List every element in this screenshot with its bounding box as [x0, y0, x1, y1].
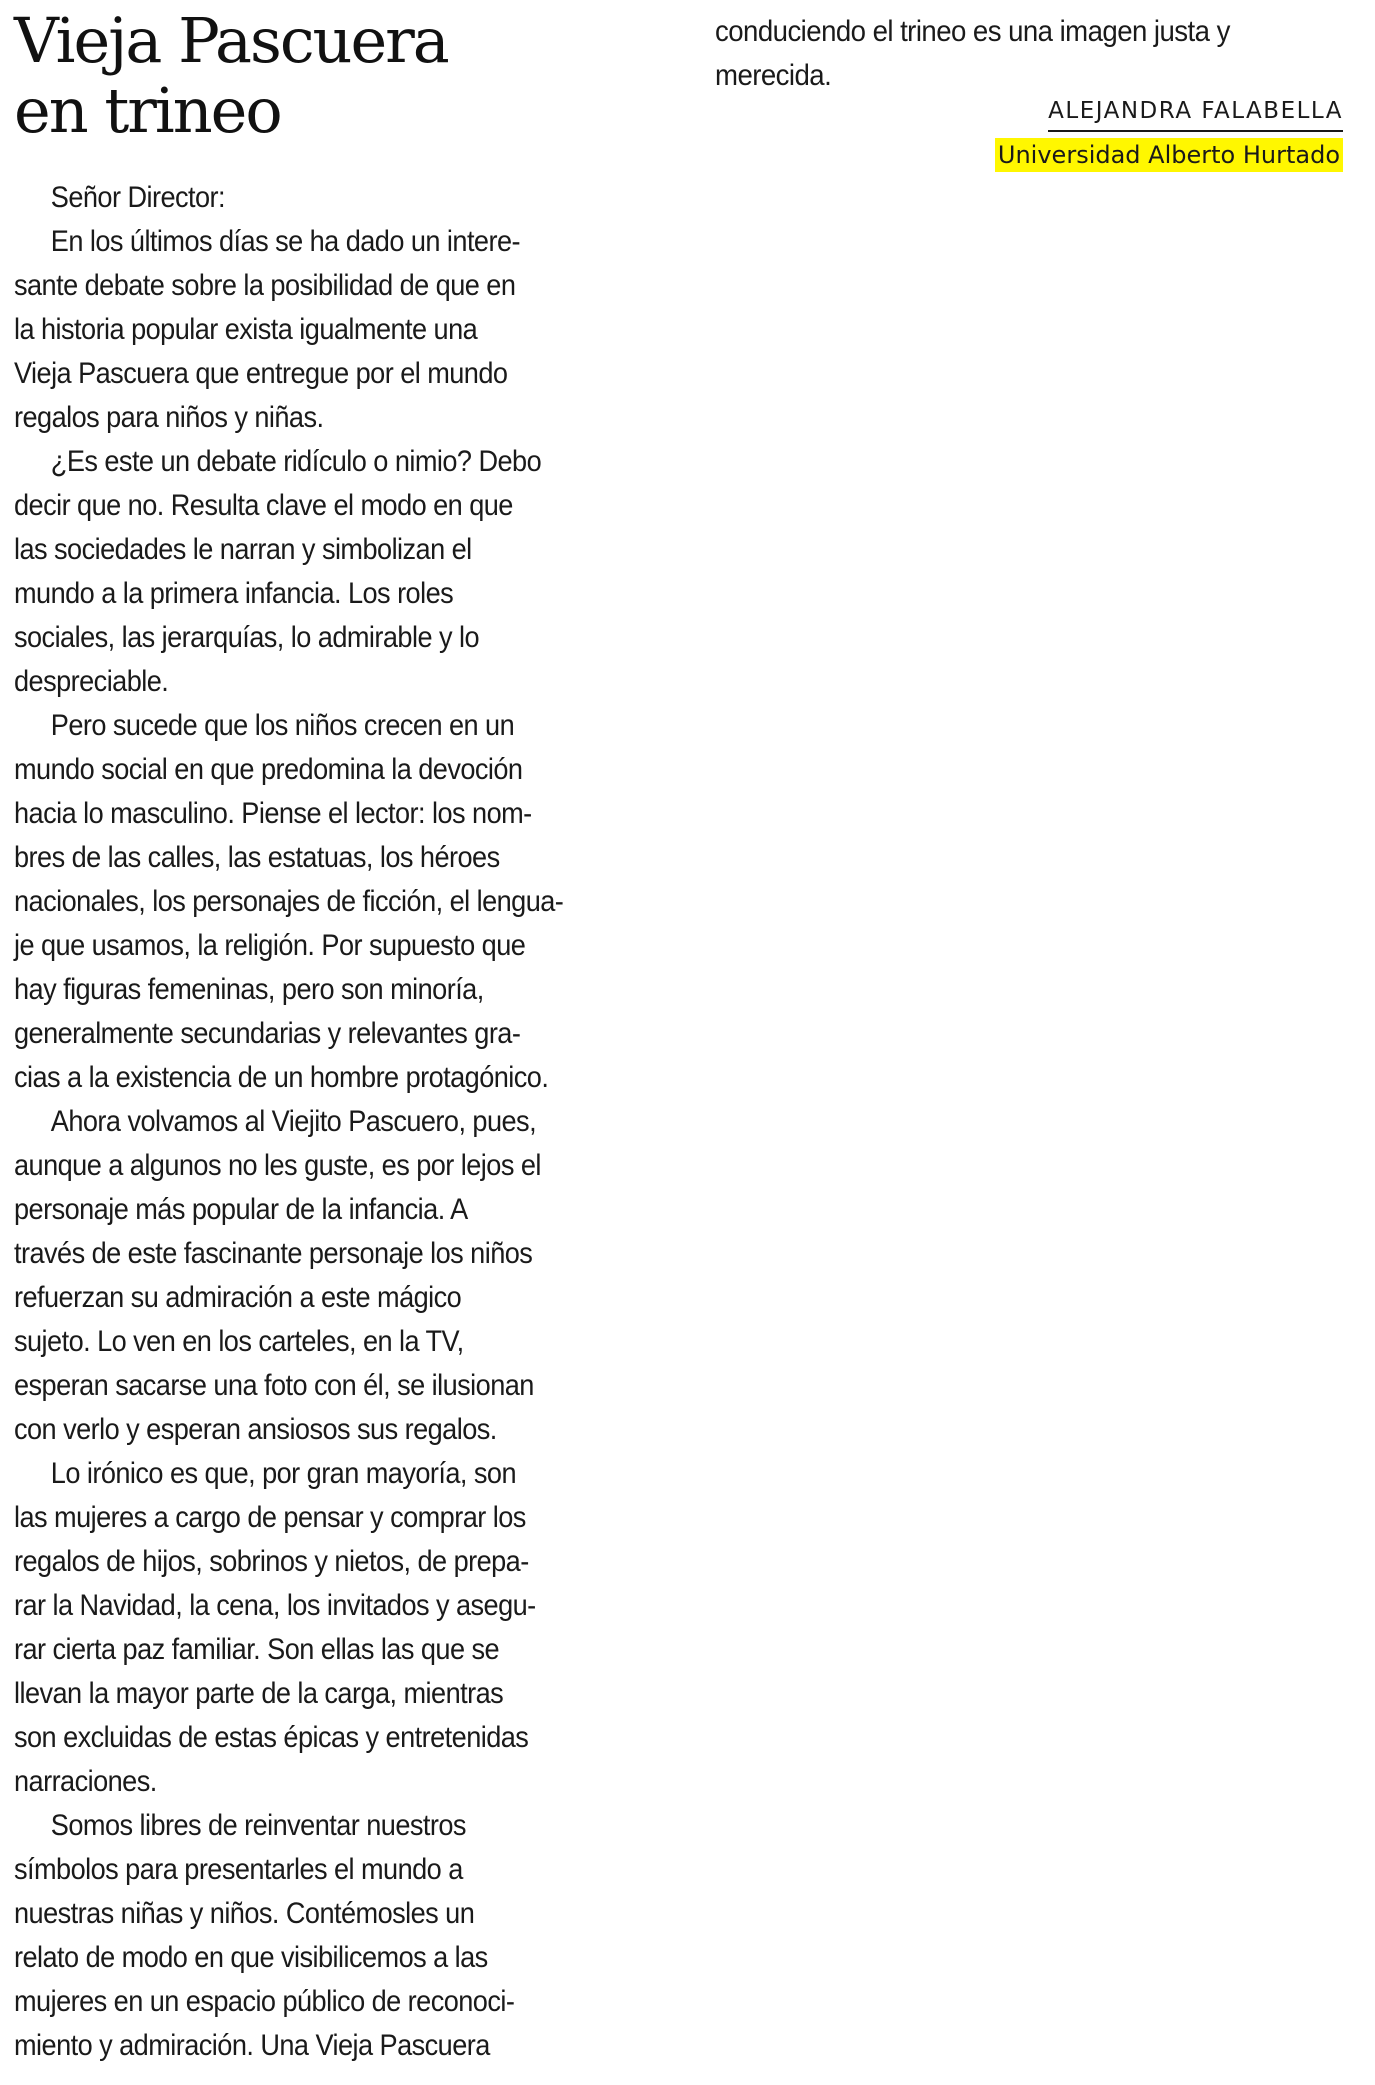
body-line: mundo social en que predomina la devoción [14, 753, 523, 786]
article-continuation [715, 10, 1304, 98]
article-body [14, 176, 603, 2068]
body-line: refuerzan su admiración a este mágico [14, 1281, 462, 1314]
body-line: generalmente secundarias y relevantes gra- [14, 1017, 521, 1050]
body-line: relato de modo en que visibilicemos a las [14, 1941, 488, 1974]
body-line: nuestras niñas y niños. Contémosles un [14, 1897, 475, 1930]
body-line: llevan la mayor parte de la carga, mientras [14, 1677, 504, 1710]
body-line: bres de las calles, las estatuas, los héroes [14, 841, 500, 874]
right-column [715, 10, 1355, 98]
body-line: las mujeres a cargo de pensar y comprar los [14, 1501, 526, 1534]
body-line: mujeres en un espacio público de reconoci- [14, 1985, 515, 2018]
body-line: símbolos para presentarles el mundo a [14, 1853, 463, 1886]
body-line: cias a la existencia de un hombre protagónico. [14, 1061, 549, 1094]
body-line: aunque a algunos no les guste, es por lejos el [14, 1149, 541, 1182]
body-line: personaje más popular de la infancia. A [14, 1193, 468, 1226]
body-line: través de este fascinante personaje los niños [14, 1237, 533, 1270]
body-line: esperan sacarse una foto con él, se ilusionan [14, 1369, 534, 1402]
body-line: narraciones. [14, 1765, 157, 1798]
body-line: je que usamos, la religión. Por supuesto que [14, 929, 526, 962]
body-line: las sociedades le narran y simbolizan el [14, 533, 472, 566]
body-line: Señor Director: [50, 181, 226, 214]
body-line: sante debate sobre la posibilidad de que en [14, 269, 516, 302]
body-line: ¿Es este un debate ridículo o nimio? Debo [50, 445, 542, 478]
body-line: Lo irónico es que, por gran mayoría, son [50, 1457, 517, 1490]
continuation-line: merecida. [715, 59, 832, 92]
body-line: Ahora volvamos al Viejito Pascuero, pues, [50, 1105, 537, 1138]
author-affiliation: Universidad Alberto Hurtado [995, 138, 1343, 172]
body-line: sociales, las jerarquías, lo admirable y lo [14, 621, 480, 654]
body-line: rar cierta paz familiar. Son ellas las que se [14, 1633, 500, 1666]
body-line: hacia lo masculino. Piense el lector: los nom- [14, 797, 532, 830]
body-line: rar la Navidad, la cena, los invitados y asegu- [14, 1589, 536, 1622]
body-line: la historia popular exista igualmente una [14, 313, 478, 346]
left-column [0, 0, 660, 2085]
body-line: son excluidas de estas épicas y entretenidas [14, 1721, 529, 1754]
body-line: Vieja Pascuera que entregue por el mundo [14, 357, 508, 390]
body-line: Pero sucede que los niños crecen en un [50, 709, 515, 742]
body-line: regalos para niños y niñas. [14, 401, 324, 434]
body-line: decir que no. Resulta clave el modo en que [14, 489, 513, 522]
body-line: con verlo y esperan ansiosos sus regalos. [14, 1413, 497, 1446]
body-line: miento y admiración. Una Vieja Pascuera [14, 2029, 490, 2062]
body-line: despreciable. [14, 665, 169, 698]
signature-block [995, 98, 1343, 172]
continuation-line: conduciendo el trineo es una imagen justa y [715, 15, 1230, 48]
body-line: nacionales, los personajes de ficción, el lengua- [14, 885, 564, 918]
body-line: mundo a la primera infancia. Los roles [14, 577, 454, 610]
body-line: regalos de hijos, sobrinos y nietos, de prepa- [14, 1545, 529, 1578]
body-line: sujeto. Lo ven en los carteles, en la TV, [14, 1325, 464, 1358]
article-title: Vieja Pascuera en trineo [14, 4, 448, 147]
body-line: hay figuras femeninas, pero son minoría, [14, 973, 484, 1006]
author-name: ALEJANDRA FALABELLA [1048, 98, 1343, 132]
body-line: Somos libres de reinventar nuestros [50, 1809, 466, 1842]
body-line: En los últimos días se ha dado un intere- [50, 225, 521, 258]
